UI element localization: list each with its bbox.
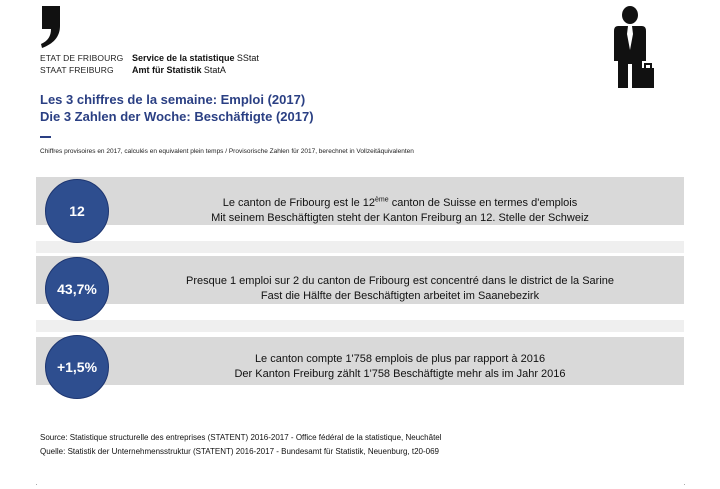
institution-block <box>40 52 259 76</box>
separator-2 <box>36 320 684 332</box>
title-de: Die 3 Zahlen der Woche: Beschäftigte (2017) <box>40 109 314 124</box>
fact-3-de: Der Kanton Freiburg zählt 1'758 Beschäftigte mehr als im Jahr 2016 <box>234 368 566 380</box>
fact-text-1 <box>120 196 680 226</box>
institution-fr: ETAT DE FRIBOURG <box>40 53 124 63</box>
fact-1-fr-post: canton de Suisse en termes d'emplois <box>388 197 578 209</box>
fact-1-fr-sup: ème <box>375 196 389 204</box>
fact-text-2 <box>120 274 680 304</box>
institution-de: STAAT FREIBURG <box>40 65 114 75</box>
businessman-with-suitcase-icon <box>612 6 656 90</box>
source-de: Quelle: Statistik der Unternehmensstruktur (STATENT) 2016-2017 - Bundesamt für Statistik, Neuenburg, t20-069 <box>40 447 439 456</box>
title-fr: Les 3 chiffres de la semaine: Emploi (2017) <box>40 92 306 107</box>
service-fr: Service de la statistique <box>132 53 235 63</box>
fact-figure-2: 43,7% <box>45 257 109 321</box>
service-fr-short: SStat <box>236 53 259 63</box>
source-fr: Source: Statistique structurelle des entreprises (STATENT) 2016-2017 - Office fédéral de la statistique, Neuchâtel <box>40 433 442 442</box>
title-underline <box>40 136 51 138</box>
comma-logo-icon <box>40 6 60 48</box>
service-de-short: StatA <box>203 65 226 75</box>
corner-mark-left <box>36 484 37 485</box>
fact-2-fr: Presque 1 emploi sur 2 du canton de Fribourg est concentré dans le district de la Sarine <box>185 275 615 287</box>
fact-1-de: Mit seinem Beschäftigten steht der Kanton Freiburg an 12. Stelle der Schweiz <box>211 212 589 224</box>
fact-text-3 <box>120 352 680 382</box>
service-de: Amt für Statistik <box>132 65 202 75</box>
methodology-note: Chiffres provisoires en 2017, calculés en equivalent plein temps / Provisorische Zahlen für 2017, berechnet in Vollzeitäquivalenten <box>40 148 414 155</box>
fact-figure-3: +1,5% <box>45 335 109 399</box>
fact-3-fr: Le canton compte 1'758 emplois de plus par rapport à 2016 <box>254 353 546 365</box>
source-block <box>40 431 442 459</box>
separator-1 <box>36 241 684 253</box>
corner-mark-right <box>684 484 685 485</box>
fact-figure-1: 12 <box>45 179 109 243</box>
fact-1-fr-pre: Le canton de Fribourg est le 12 <box>222 197 376 209</box>
fact-2-de: Fast die Hälfte der Beschäftigten arbeitet im Saanebezirk <box>260 290 540 302</box>
